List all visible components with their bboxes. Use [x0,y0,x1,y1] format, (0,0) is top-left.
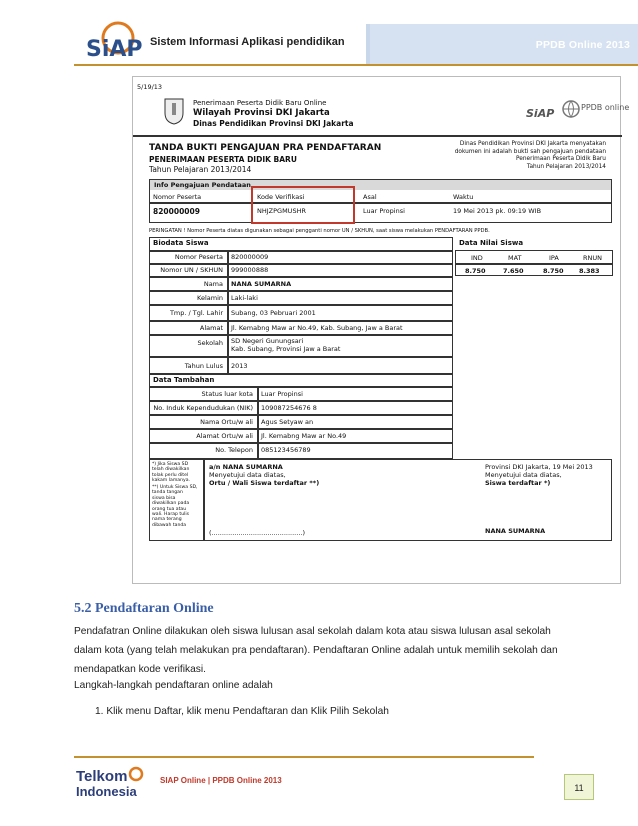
form-doc-title: TANDA BUKTI PENGAJUAN PRA PENDAFTARAN [149,143,382,153]
tambahan-value: 085123456789 [261,446,311,454]
header-band [366,24,638,64]
telkom-sun-icon [126,764,146,784]
footnote-line: diwakilkan pada [152,501,190,507]
header-divider [74,64,638,66]
page-number: 11 [574,783,584,793]
tambahan-rule [149,386,453,388]
form-org-line2: Wilayah Provinsi DKI Jakarta [193,108,330,118]
form-doc-sub1: PENERIMAAN PESERTA DIDIK BARU [149,155,297,164]
biodata-rule [149,263,453,265]
biodata-value: 2013 [231,362,248,370]
footnote-line: siswa bisa [152,495,176,501]
biodata-rule [149,320,453,322]
footnote-line: *) Jika Siswa SD [152,462,189,467]
info-title: Info Pengajuan Pendataan [150,180,611,190]
biodata-label: Tmp. / Tgl. Lahir [169,309,223,317]
footer-text: SIAP Online | PPDB Online 2013 [160,776,282,785]
footnote-line: tolak perlu ditel [152,472,189,478]
sign-right-approve: Menyetujui data diatas, [485,471,562,479]
nilai-header: RNUN [583,254,602,262]
header-right-label: PPDB Online 2013 [535,39,630,51]
biodata-value: 820000009 [231,253,269,261]
biodata-rule [149,356,453,358]
ppdb-globe-icon [561,99,581,119]
footer-divider [74,756,534,758]
tambahan-value: Jl. Kemabng Maw ar No.49 [261,432,347,440]
biodata-value: NANA SUMARNA [231,280,292,288]
footnote-line: nama terang [152,517,182,523]
tambahan-rule [149,414,453,416]
footnote-line: orang tua atau [152,506,187,512]
form-notice [455,141,606,171]
form-notice-line: Tahun Pelajaran 2013/2014 [526,163,606,170]
info-waktu: 19 Mei 2013 pk. 09:19 WIB [453,207,542,215]
registration-receipt-scan [132,76,630,584]
dki-crest-icon [163,97,185,125]
info-header: Kode Verifikasi [257,193,305,201]
sign-left-role: Ortu / Wali Siswa terdaftar **) [209,479,320,487]
biodata-title: Biodata Siswa [153,239,209,247]
biodata-rule [149,304,453,306]
biodata-rule [149,276,453,278]
biodata-rule [149,290,453,292]
nilai-header: IND [471,254,483,262]
siap-logo-text: SiAP [86,37,143,62]
telkom-logo-line1: Telkom [76,768,128,785]
info-header: Asal [363,193,377,201]
nilai-rule [455,263,613,265]
nilai-value: 8.750 [543,267,564,275]
nilai-value: 7.650 [503,267,524,275]
tambahan-label: No. Induk Kependudukan (NIK) [153,404,253,412]
footnote-line: dibawah tanda [152,522,187,528]
sign-left-blank: (............................................) [209,529,305,537]
form-warning: PERINGATAN ! Nomor Peserta diatas digunakan sebagai pengganti nomor UN / SKHUN, saat siswa melakukan PENDAFTARAN PPDB. [149,228,490,234]
form-siap-mark: SiAP [526,107,555,120]
footnote-line: wali. Harap tulis [152,512,190,518]
tambahan-value: Agus Setyaw an [261,418,314,426]
biodata-label: Tahun Lulus [184,362,223,370]
info-divider [149,202,612,204]
telkom-logo-line2: Indonesia [76,784,137,799]
footnote-line: telah diwakilkan [152,467,190,473]
tambahan-label: Status luar kota [201,390,253,398]
biodata-school-line2: Kab. Subang, Provinsi Jaw a Barat [231,345,341,353]
header-title: Sistem Informasi Aplikasi pendidikan [150,36,345,48]
tambahan-title: Data Tambahan [153,376,215,384]
biodata-value: Laki-laki [231,294,258,302]
biodata-rule [149,334,453,336]
biodata-label: Sekolah [197,339,223,347]
tambahan-label: No. Telepon [215,446,253,454]
telkom-logo [76,764,148,804]
footnote-line: tanda tangan [152,490,183,496]
step-item: 1. Klik menu Daftar, klik menu Pendaftaran dan Klik Pilih Sekolah [95,706,389,717]
biodata-label: Nomor UN / SKHUN [160,266,223,274]
footnote-2 [152,485,198,528]
footnote-line: **) Untuk Siswa SD, [152,485,198,490]
info-header: Waktu [453,193,474,201]
page-number-box [564,774,594,800]
tambahan-col-divider [257,386,259,459]
sign-left-name: a/n NANA SUMARNA [209,463,283,471]
info-asal: Luar Propinsi [363,207,405,215]
tambahan-value: 109087254676 8 [261,404,317,412]
sign-right-name: NANA SUMARNA [485,527,546,535]
info-nomor-peserta: 820000009 [153,207,200,216]
signature-col-divider [203,459,205,541]
biodata-value: Subang, 03 Pebruari 2001 [231,309,316,317]
nilai-value: 8.750 [465,267,486,275]
tambahan-rule [149,428,453,430]
biodata-rule [149,250,453,252]
form-notice-line: Dinas Pendidikan Provinsi DKI Jakarta menyatakan [459,141,606,147]
verification-code-highlight [251,186,355,224]
info-kode-verifikasi: NHJZPGMUSHR [257,207,306,215]
tambahan-rule [149,442,453,444]
biodata-value: 999000888 [231,266,269,274]
siap-logo [84,20,144,66]
biodata-label: Nama [203,280,223,288]
form-notice-line: Penerimaan Peserta Didik Baru [515,156,606,162]
footnote-line: kakam lamanya. [152,478,191,484]
info-header: Nomor Peserta [153,193,202,201]
form-rule [133,135,622,137]
form-notice-line: dokumen ini adalah bukti sah pengajuan pendataan [454,148,606,155]
sign-right-place-date: Provinsi DKI Jakarta, 19 Mei 2013 [485,463,593,471]
biodata-label: Nomor Peserta [174,253,223,261]
tambahan-label: Alamat Ortu/w ali [196,432,253,440]
biodata-value: Jl. Kemabng Maw ar No.49, Kab. Subang, Jaw a Barat [231,324,403,332]
tambahan-rule [149,400,453,402]
nilai-header: MAT [508,254,522,262]
form-doc-sub2: Tahun Pelajaran 2013/2014 [149,165,252,174]
biodata-label: Kelamin [197,294,223,302]
tambahan-value: Luar Propinsi [261,390,303,398]
nilai-header: IPA [549,254,559,262]
footnote-1 [152,462,190,484]
nilai-title: Data Nilai Siswa [459,239,524,247]
sign-right-role: Siswa terdaftar *) [485,479,551,487]
biodata-label: Alamat [199,324,223,332]
nilai-value: 8.383 [579,267,600,275]
section-title: 5.2 Pendaftaran Online [74,601,214,616]
section-paragraph: Pendafatran Online dilakukan oleh siswa lulusan asal sekolah dalam kota atau siswa lulusan asal sekolah dalam kota (yang telah melakukan pra pendaftaran). Pendaftaran Online adalah untuk memilih sekolah dan mendapatkan kode verifikasi. [74,626,558,675]
form-date: 5/19/13 [137,83,163,91]
form-org-line1: Penerimaan Peserta Didik Baru Online [193,99,327,107]
form-ppdb-mark: PPDB online [581,103,630,112]
biodata-value: SD Negeri Gunungsari [231,337,304,345]
sign-left-approve: Menyetujui data diatas, [209,471,286,479]
steps-intro: Langkah-langkah pendaftaran online adalah [74,680,273,691]
tambahan-label: Nama Ortu/w ali [200,418,253,426]
form-org-line3: Dinas Pendidikan Provinsi DKI Jakarta [193,119,354,128]
